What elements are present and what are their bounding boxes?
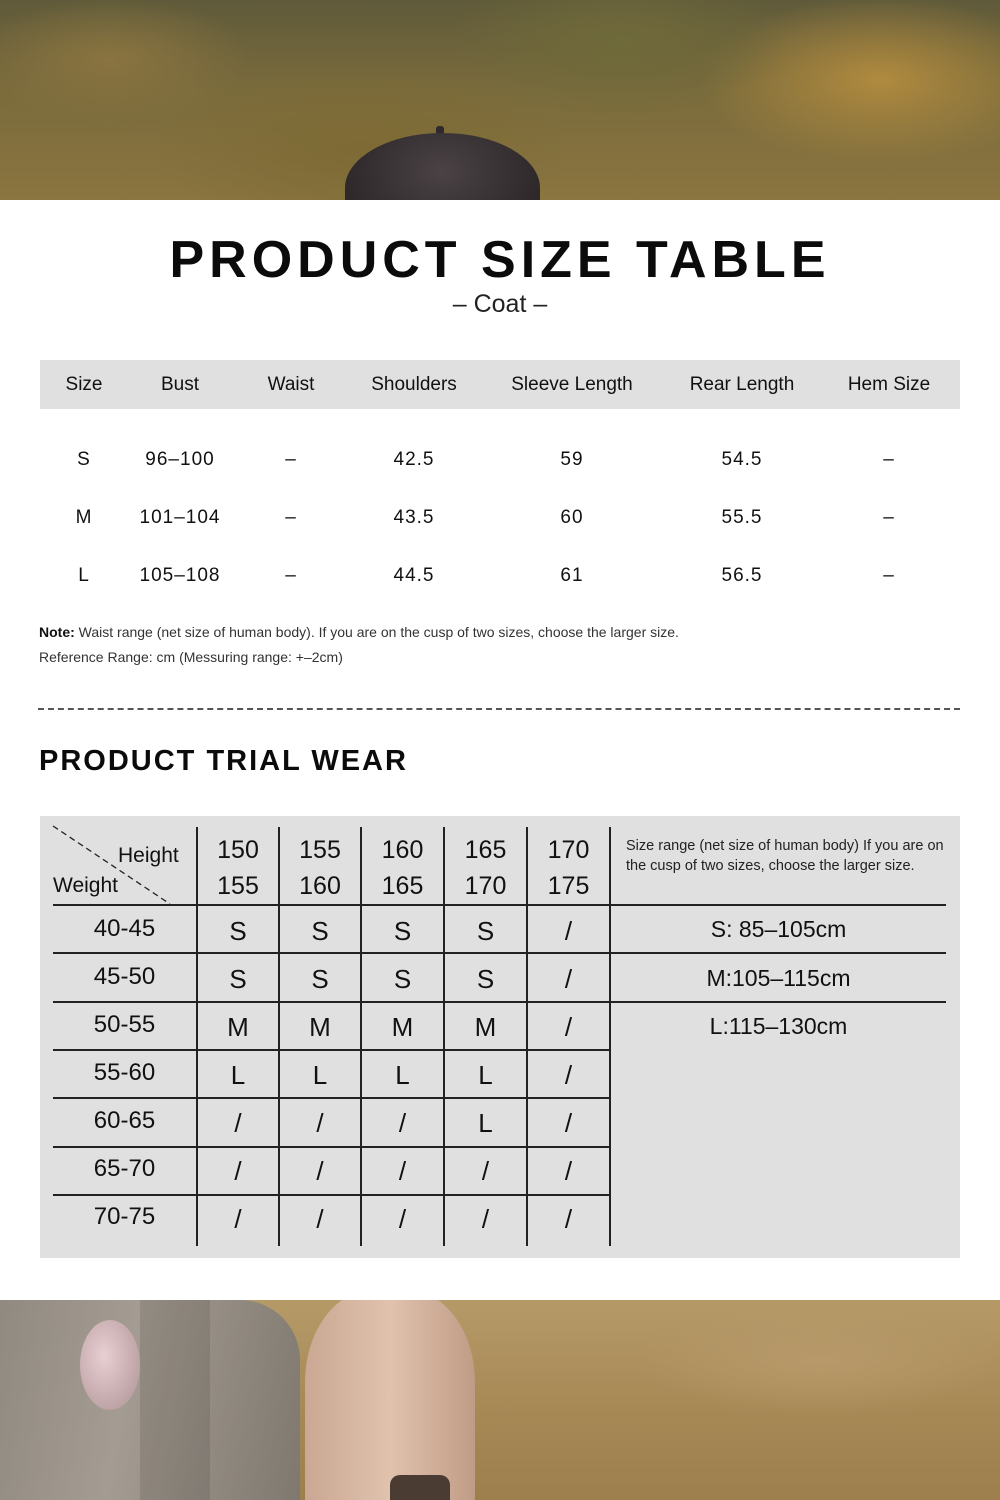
size-cell: M: [309, 1012, 331, 1042]
size-table-header: [40, 360, 960, 409]
cell-size: L: [78, 565, 90, 586]
col-header-size: Size: [65, 374, 103, 395]
cell-size: S: [77, 449, 91, 470]
cell-waist: –: [285, 507, 297, 528]
size-cell: S: [393, 916, 412, 946]
note-label: Note:: [39, 624, 75, 640]
size-range-l: L:115–130cm: [709, 1013, 848, 1039]
height-header-bottom: 160: [299, 872, 341, 900]
size-cell: L: [312, 1060, 328, 1090]
cell-waist: –: [285, 565, 297, 586]
size-cell: S: [311, 964, 329, 994]
size-cell: /: [481, 1156, 490, 1186]
size-cell: M: [391, 1012, 414, 1042]
size-range-s: S: 85–105cm: [710, 916, 847, 942]
size-cell: /: [398, 1156, 407, 1186]
size-cell: /: [564, 1108, 573, 1138]
pompom-accessory: [80, 1320, 140, 1410]
hero-photo-bottom: [0, 1300, 1000, 1500]
height-header-bottom: 175: [547, 872, 590, 900]
weight-row-label: 60-65: [93, 1107, 156, 1134]
size-cell: /: [398, 1108, 407, 1138]
col-header-bust: Bust: [160, 374, 200, 395]
size-cell: /: [481, 1204, 490, 1234]
col-header-shoulders: Shoulders: [371, 374, 457, 395]
weight-row-label: 50-55: [93, 1011, 156, 1038]
size-cell: /: [564, 1156, 573, 1186]
grid-hline: [53, 952, 946, 954]
cell-sleeve-length: 61: [560, 565, 584, 586]
size-range-note: Size range (net size of human body) If you are on the cusp of two sizes, choose the larger size.: [626, 838, 944, 874]
size-cell: S: [229, 916, 247, 946]
size-cell: S: [393, 964, 412, 994]
size-cell: S: [476, 916, 495, 946]
section-divider: [38, 708, 960, 710]
size-range-m: M:105–115cm: [706, 965, 851, 991]
size-cell: L: [230, 1060, 246, 1090]
cell-bust: 105–108: [139, 565, 221, 586]
height-header-top: 165: [464, 836, 507, 864]
size-cell: /: [316, 1108, 324, 1138]
weight-row-label: 45-50: [93, 963, 156, 990]
size-cell: M: [474, 1012, 497, 1042]
hero-photo-top: [0, 0, 1000, 200]
table-row: [40, 440, 960, 480]
size-cell: /: [564, 916, 573, 946]
grid-hline: [53, 1097, 610, 1099]
cell-bust: 101–104: [139, 507, 221, 528]
size-cell: S: [311, 916, 329, 946]
cell-hem-size: –: [883, 449, 895, 470]
size-cell: /: [564, 964, 573, 994]
col-header-waist: Waist: [267, 374, 315, 395]
cell-shoulders: 42.5: [393, 449, 435, 470]
size-cell: /: [234, 1204, 242, 1234]
size-cell: /: [564, 1012, 573, 1042]
model-beret: [345, 133, 540, 200]
coat-fold: [140, 1300, 210, 1500]
grid-hline: [53, 1049, 610, 1051]
height-header-bottom: 170: [464, 872, 507, 900]
note-text: Waist range (net size of human body). If you are on the cusp of two sizes, choose the larger size.: [74, 624, 679, 640]
model-leg: [305, 1300, 475, 1500]
col-header-sleeve-length: Sleeve Length: [511, 374, 633, 395]
size-cell: L: [478, 1108, 493, 1138]
cell-size: M: [75, 507, 93, 528]
reference-range: Reference Range: cm (Messuring range: +–2cm): [39, 649, 343, 665]
height-label: Height: [118, 844, 179, 867]
weight-label: Weight: [53, 874, 118, 897]
cell-shoulders: 44.5: [393, 565, 435, 586]
cell-shoulders: 43.5: [393, 507, 435, 528]
weight-row-label: 70-75: [93, 1203, 156, 1230]
cell-rear-length: 56.5: [721, 565, 763, 586]
weight-row-label: 55-60: [93, 1059, 156, 1086]
size-cell: /: [234, 1108, 242, 1138]
cell-rear-length: 54.5: [721, 449, 763, 470]
grid-hline: [53, 1146, 610, 1148]
size-cell: L: [395, 1060, 410, 1090]
cell-hem-size: –: [883, 507, 895, 528]
size-cell: /: [398, 1204, 407, 1234]
size-cell: S: [476, 964, 495, 994]
size-cell: M: [227, 1012, 249, 1042]
height-header-top: 150: [217, 836, 259, 864]
col-header-hem-size: Hem Size: [847, 374, 931, 395]
col-header-rear-length: Rear Length: [689, 374, 795, 395]
table-row: [40, 556, 960, 596]
size-cell: S: [229, 964, 247, 994]
size-table-title: PRODUCT SIZE TABLE: [169, 231, 831, 289]
height-header-bottom: 165: [381, 872, 424, 900]
grid-hline: [53, 1194, 610, 1196]
size-note: [39, 624, 679, 640]
model-boot: [390, 1475, 450, 1500]
size-cell: /: [316, 1204, 324, 1234]
weight-row-label: 40-45: [93, 915, 156, 942]
size-cell: /: [316, 1156, 324, 1186]
height-header-bottom: 155: [217, 872, 259, 900]
cell-bust: 96–100: [145, 449, 215, 470]
height-header-top: 170: [547, 836, 590, 864]
cell-rear-length: 55.5: [721, 507, 763, 528]
size-cell: L: [478, 1060, 493, 1090]
size-cell: /: [564, 1204, 573, 1234]
trial-wear-title: PRODUCT TRIAL WEAR: [39, 745, 408, 777]
size-cell: /: [234, 1156, 242, 1186]
table-row: [40, 498, 960, 538]
size-cell: /: [564, 1060, 573, 1090]
cell-waist: –: [285, 449, 297, 470]
size-table-subtitle: – Coat –: [452, 290, 548, 318]
cell-hem-size: –: [883, 565, 895, 586]
height-header-top: 160: [381, 836, 424, 864]
trial-wear-table: [40, 816, 960, 1258]
cell-sleeve-length: 59: [560, 449, 584, 470]
height-header-top: 155: [299, 836, 341, 864]
cell-sleeve-length: 60: [560, 507, 584, 528]
weight-row-label: 65-70: [93, 1155, 156, 1182]
grid-hline: [53, 1001, 946, 1003]
